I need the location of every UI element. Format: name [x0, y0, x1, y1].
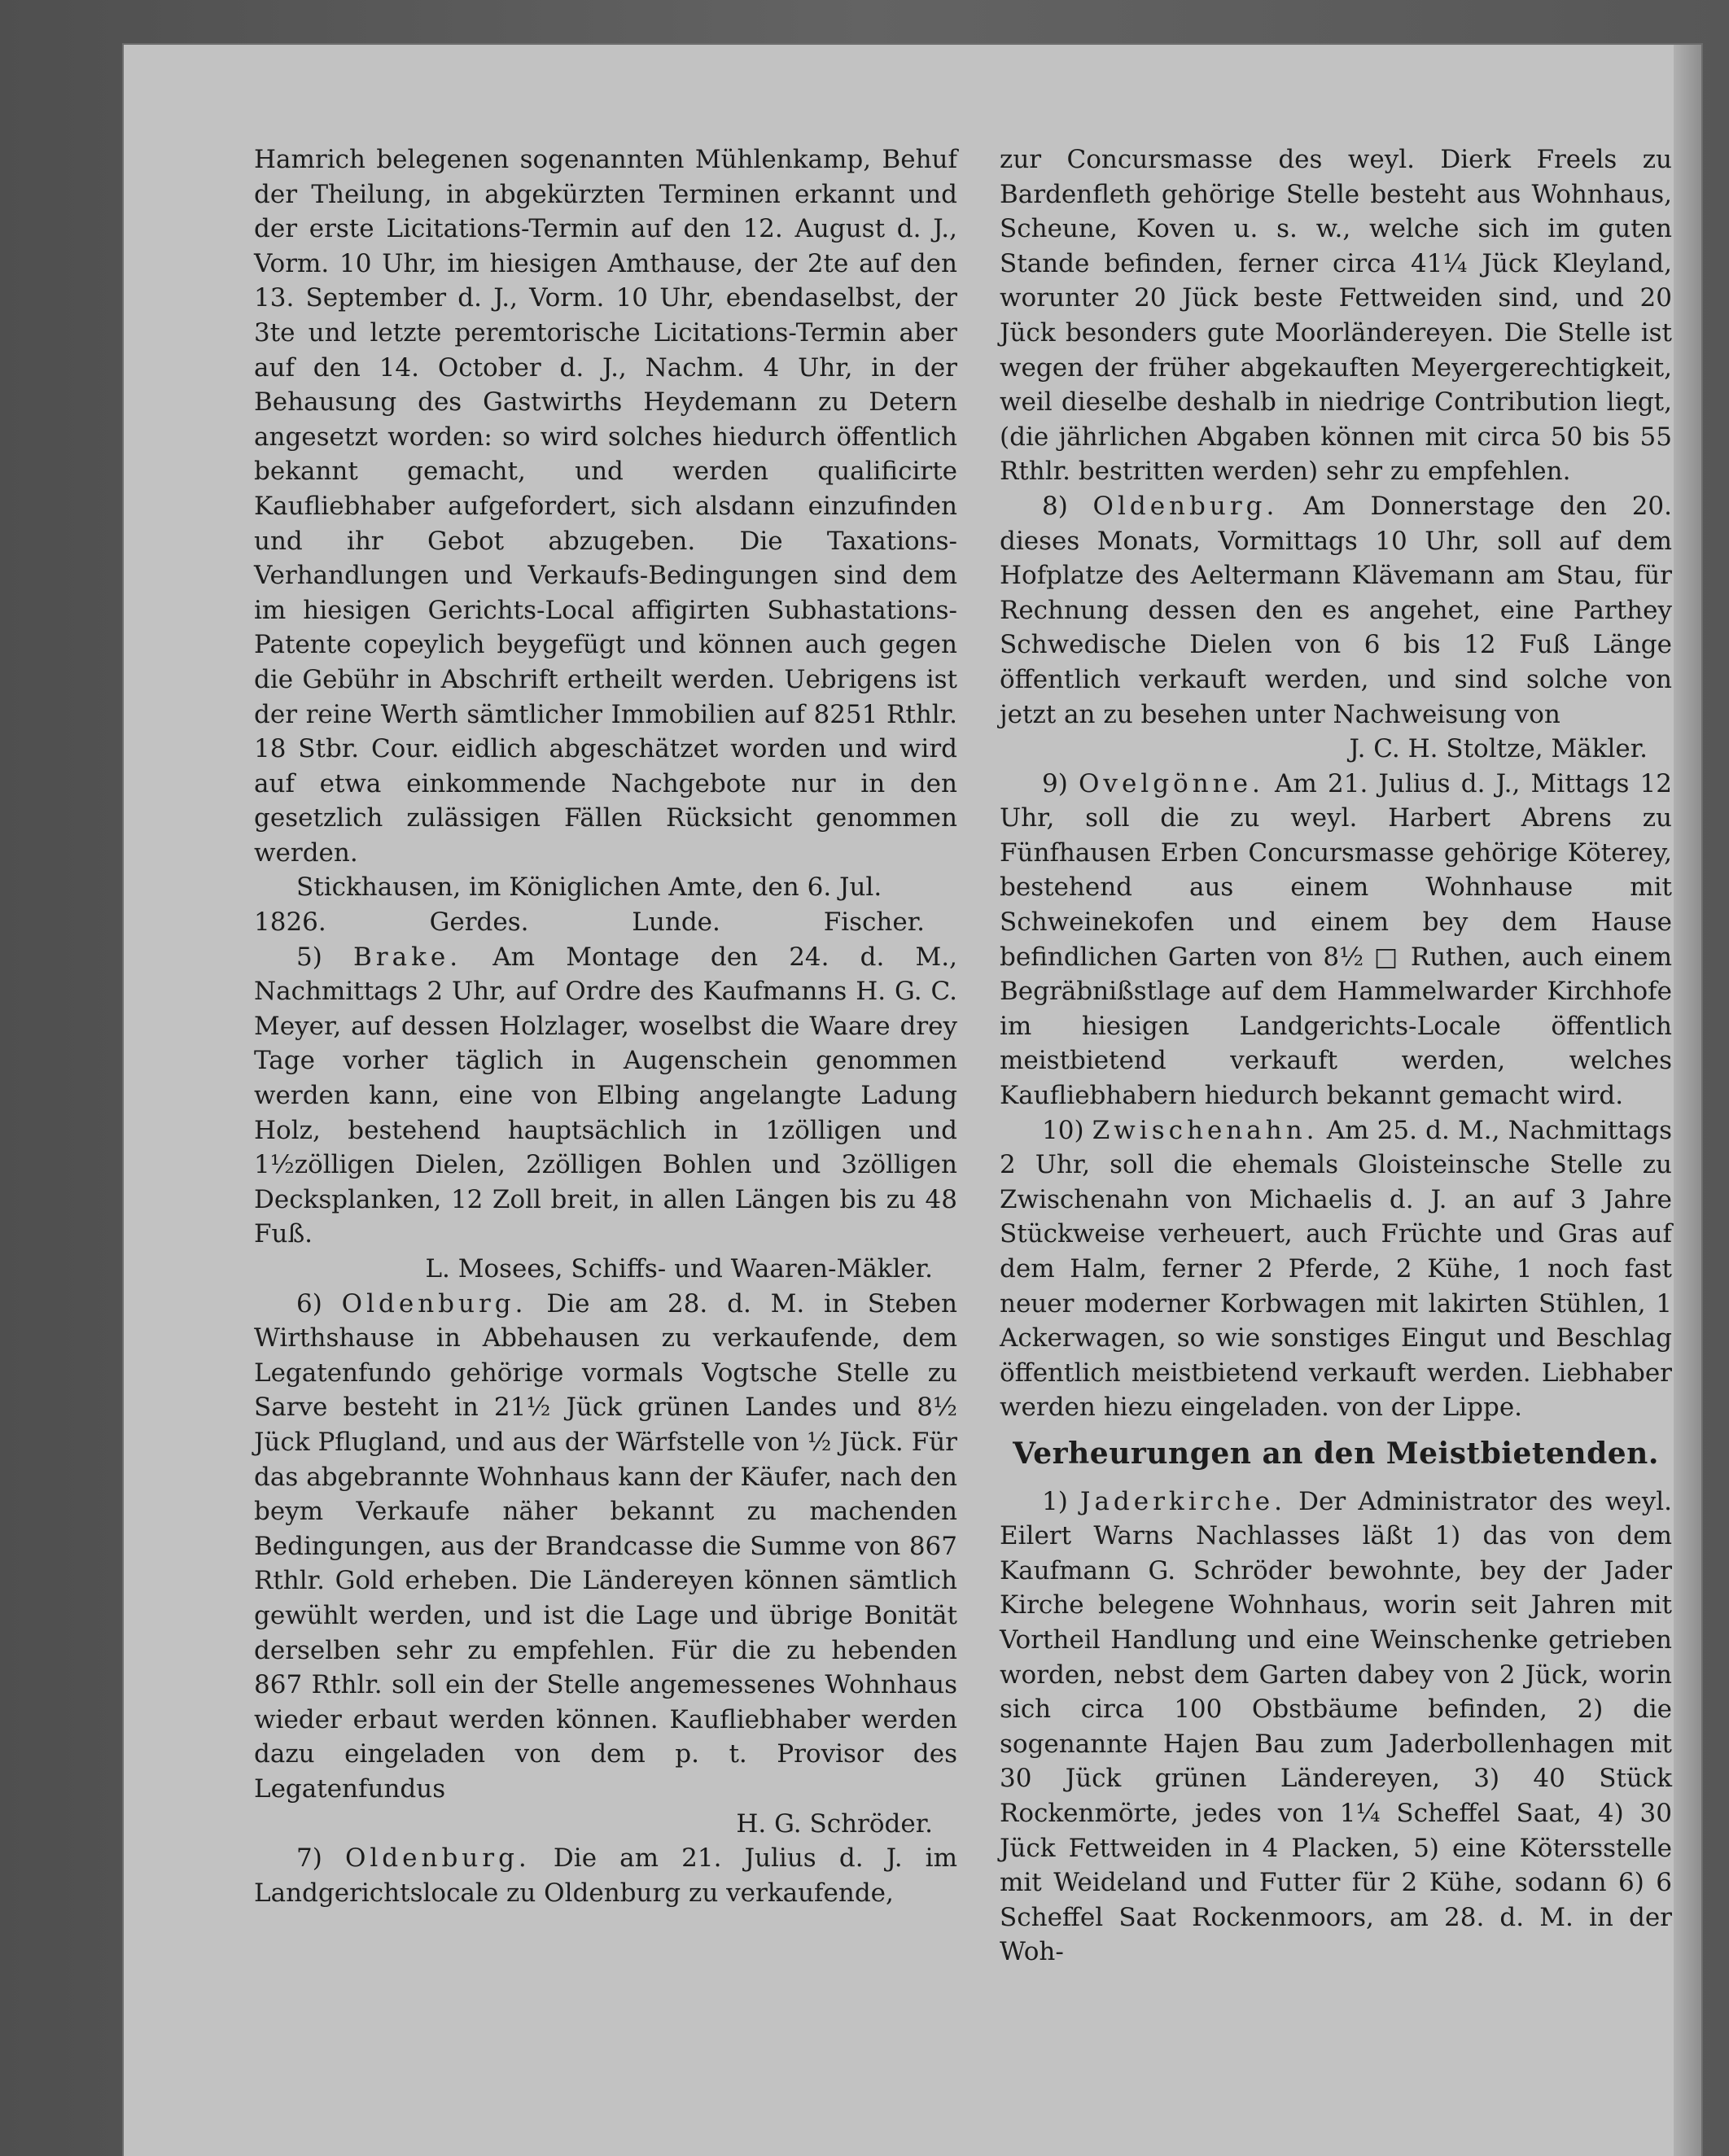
- notice-text-8: Am Donnerstage den 20. dieses Monats, Vormittags 10 Uhr, soll auf dem Hofplatze des Aeltermann Klävemann am Stau, für Rechnung dessen den es angehet, eine Parthey Schwedische Dielen von 6 bis 12 Fuß Länge öffentlich verkauft werden, und sind solche von jetzt an zu besehen unter Nachweisung von: [1000, 491, 1673, 729]
- signature-lunde: Lunde.: [632, 907, 720, 938]
- notice-text-6: Die am 28. d. M. in Steben Wirthshause in Abbehausen zu verkaufende, dem Legatenfundo gehörige vormals Vogtsche Stelle zu Sarve besteht in 21½ Jück grünen Landes und 8½ Jück Pflugland, und aus der Wärfstelle von ½ Jück. Für das abgebrannte Wohnhaus kann der Käufer, nach den beym Verkaufe näher bekannt zu machenden Bedingungen, aus der Brandcasse die Summe von 867 Rthlr. Gold erheben. Die Ländereyen können sämtlich gewühlt werden, und ist die Lage und übrige Bonität derselben sehr zu empfehlen. Für die zu hebenden 867 Rthlr. soll ein der Stelle angemessenes Wohnhaus wieder erbaut werden können. Kaufliebhaber werden dazu eingeladen von dem p. t. Provisor des Legatenfundus: [254, 1288, 957, 1804]
- left-paragraph-3: [254, 940, 957, 1252]
- right-paragraph-4: [1000, 1113, 1672, 1425]
- left-signature-mosees: L. Mosees, Schiffs- und Waaren-Mäkler.: [425, 1254, 933, 1284]
- left-paragraph-5: [254, 1841, 957, 1910]
- left-signature-row: [254, 905, 957, 940]
- place-ovelgoenne: Ovelgönne.: [1079, 768, 1264, 798]
- notice-text-5: Am Montage den 24. d. M., Nachmittags 2 Uhr, auf Ordre des Kaufmanns H. G. C. Meyer, auf dessen Holzlager, woselbst die Waare drey Tage vorher täglich in Augenschein genommen werden kann, eine von Elbing angelangte Ladung Holz, bestehend hauptsächlich in 1zölligen und 1½zölligen Dielen, 2zölligen Bohlen und 3zölligen Decksplanken, 12 Zoll breit, in allen Längen bis zu 48 Fuß.: [254, 942, 957, 1249]
- place-oldenburg-8: Oldenburg.: [1092, 491, 1279, 521]
- place-zwischenahn: Zwischenahn.: [1092, 1115, 1319, 1145]
- left-paragraph-1: Hamrich belegenen sogenannten Mühlenkamp, Behuf der Theilung, in abgekürzten Terminen erkannt und der erste Licitations-Termin auf den 12. August d. J., Vorm. 10 Uhr, im hiesigen Amthause, der 2te auf den 13. September d. J., Vorm. 10 Uhr, ebendaselbst, der 3te und letzte peremtorische Licitations-Termin aber auf den 14. October d. J., Nachm. 4 Uhr, in der Behausung des Gastwirths Heydemann zu Detern angesetzt worden: so wird solches hiedurch öffentlich bekannt gemacht, und werden qualificirte Kaufliebhaber aufgefordert, sich alsdann einzufinden und ihr Gebot abzugeben. Die Taxations-Verhandlungen und Verkaufs-Bedingungen sind dem im hiesigen Gerichts-Local affigirten Subhastations-Patente copeylich beygefügt und können auch gegen die Gebühr in Abschrift ertheilt werden. Uebrigens ist der reine Werth sämtlicher Immobilien auf 8251 Rthlr. 18 Stbr. Cour. eidlich abgeschätzet worden und wird auf etwa einkommende Nachgebote nur in den gesetzlich zulässigen Fällen Rücksicht genommen werden.: [254, 145, 957, 868]
- left-paragraph-2: Stickhausen, im Königlichen Amte, den 6. Jul.: [296, 872, 882, 903]
- signature-lippe: von der Lippe.: [1337, 1393, 1523, 1423]
- section-heading: Verheurungen an den Meistbietenden.: [1013, 1436, 1659, 1471]
- left-column: [254, 142, 957, 1910]
- notice-text-10: Am 25. d. M., Nachmittags 2 Uhr, soll die ehemals Gloisteinsche Stelle zu Zwischenahn von Michaelis d. J. an auf 3 Jahre Stückweise verheuert, auch Früchte und Gras auf dem Halm, ferner 2 Pferde, 2 Kühe, 1 noch fast neuer moderner Korbwagen mit lakirten Stühlen, 1 Ackerwagen, so wie sonstiges Eingut und Beschlag öffentlich meistbietend verkauft werden. Liebhaber werden hiezu eingeladen.: [1000, 1115, 1672, 1423]
- left-year: 1826.: [254, 907, 326, 938]
- notice-number-6: 6): [296, 1288, 322, 1319]
- place-oldenburg-6: Oldenburg.: [341, 1288, 527, 1319]
- signature-gerdes: Gerdes.: [429, 907, 529, 938]
- right-paragraph-3: [1000, 767, 1672, 1113]
- right-paragraph-2: [1000, 489, 1672, 732]
- right-paragraph-1: zur Concursmasse des weyl. Dierk Freels zu Bardenfleth gehörige Stelle besteht aus Wohnhaus, Scheune, Koven u. s. w., welche sich im guten Stande befinden, ferner circa 41¼ Jück Kleyland, worunter 20 Jück beste Fettweiden sind, und 20 Jück besonders gute Moorländereyen. Die Stelle ist wegen der früher abgekauften Meyergerechtigkeit, weil dieselbe deshalb in niedrige Contribution liegt, (die jährlichen Abgaben können mit circa 50 bis 55 Rthlr. bestritten werden) sehr zu empfehlen.: [1000, 145, 1672, 487]
- right-column: [1000, 142, 1672, 1970]
- notice-text-7: Die am 21. Julius d. J. im Landgerichtslocale zu Oldenburg zu verkaufende,: [254, 1843, 957, 1908]
- notice-number-7: 7): [296, 1843, 322, 1874]
- notice-number-9: 9): [1042, 768, 1068, 798]
- place-brake: Brake.: [353, 942, 462, 972]
- notice-text-9: Am 21. Julius d. J., Mittags 12 Uhr, soll die zu weyl. Harbert Abrens zu Fünfhausen Erben Concursmasse gehörige Köterey, bestehend aus einem Wohnhause mit Schweinekofen und einem bey dem Hause befindlichen Garten von 8½ □ Ruthen, auch einem Begräbnißstlage auf dem Hammelwarder Kirchhofe im hiesigen Landgerichts-Locale öffentlich meistbietend verkauft werden, welches Kaufliebhabern hiedurch bekannt gemacht wird.: [1000, 768, 1672, 1111]
- left-paragraph-4: [254, 1287, 957, 1807]
- notice-number-8: 8): [1042, 491, 1068, 521]
- left-signature-schroeder: H. G. Schröder.: [736, 1808, 933, 1839]
- place-oldenburg-7: Oldenburg.: [344, 1843, 531, 1874]
- right-paragraph-5: [1000, 1485, 1672, 1970]
- notice-number-10: 10): [1042, 1115, 1084, 1145]
- signature-fischer: Fischer.: [823, 907, 925, 938]
- right-signature-stoltze: J. C. H. Stoltze, Mäkler.: [1349, 734, 1648, 764]
- newspaper-page: [124, 45, 1701, 2156]
- notice-number-5: 5): [296, 942, 322, 972]
- notice-number-1: 1): [1042, 1486, 1068, 1516]
- page-edge: [1674, 45, 1701, 2156]
- notice-text-1: Der Administrator des weyl. Eilert Warns Nachlasses läßt 1) das von dem Kaufmann G. Schröder bewohnte, bey der Jader Kirche belegene Wohnhaus, worin seit Jahren mit Vortheil Handlung und eine Weinschenke getrieben worden, nebst dem Garten dabey von 2 Jück, worin sich circa 100 Obstbäume befinden, 2) die sogenannte Hajen Bau zum Jaderbollenhagen mit 30 Jück grünen Ländereyen, 3) 40 Stück Rockenmörte, jedes von 1¼ Scheffel Saat, 4) 30 Jück Fettweiden in 4 Placken, 5) eine Kötersstelle mit Weideland und Futter für 2 Kühe, sodann 6) 6 Scheffel Saat Rockenmoors, am 28. d. M. in der Woh-: [1000, 1486, 1673, 1967]
- place-jaderkirche: Jaderkirche.: [1080, 1486, 1286, 1516]
